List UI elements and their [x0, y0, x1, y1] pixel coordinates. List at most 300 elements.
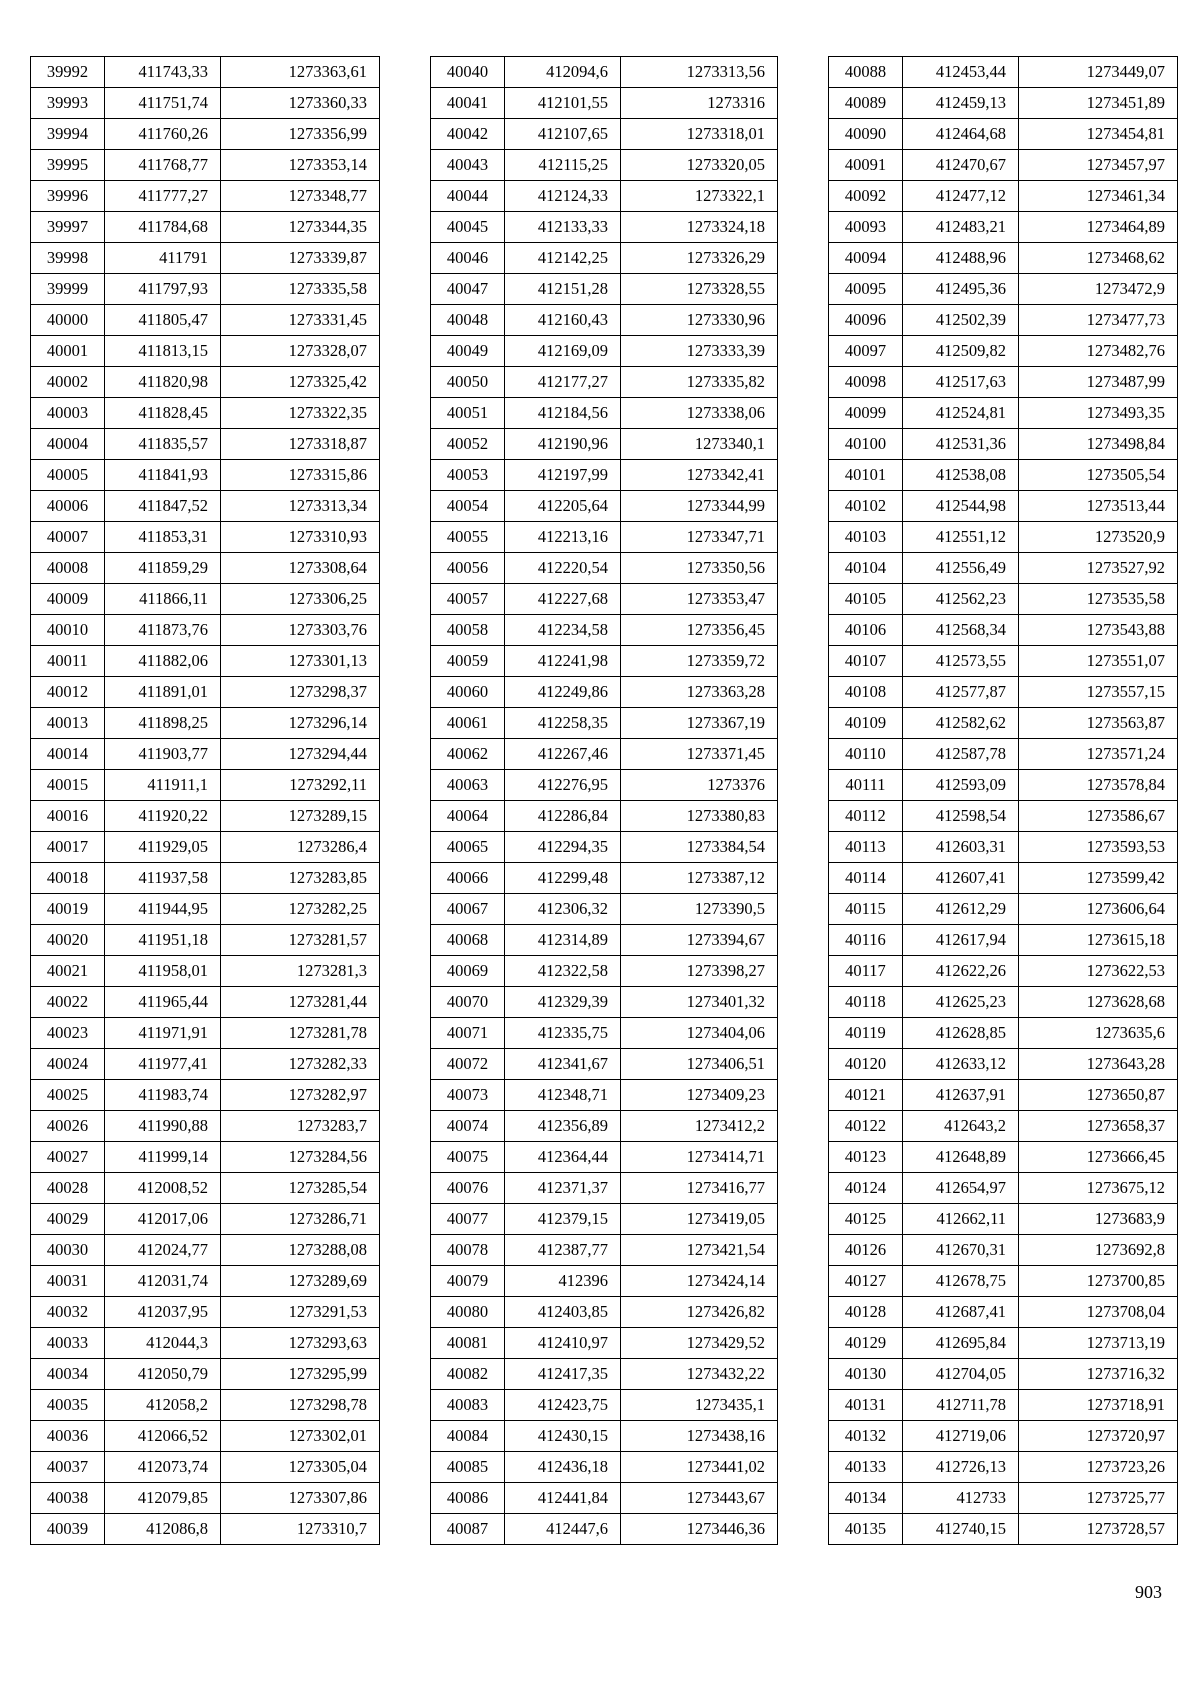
- point-number-cell: 40018: [31, 863, 105, 894]
- y-coordinate-cell: 1273291,53: [221, 1297, 380, 1328]
- x-coordinate-cell: 412220,54: [505, 553, 621, 584]
- table-row: [31, 1266, 380, 1297]
- table-row: [829, 1483, 1178, 1514]
- table-row: [431, 646, 778, 677]
- x-coordinate-cell: 412133,33: [505, 212, 621, 243]
- x-coordinate-cell: 411784,68: [105, 212, 221, 243]
- table-row: [31, 646, 380, 677]
- table-row: [431, 739, 778, 770]
- x-coordinate-cell: 412286,84: [505, 801, 621, 832]
- x-coordinate-cell: 411841,93: [105, 460, 221, 491]
- x-coordinate-cell: 412687,41: [903, 1297, 1019, 1328]
- y-coordinate-cell: 1273398,27: [621, 956, 778, 987]
- table-row: [31, 336, 380, 367]
- x-coordinate-cell: 411768,77: [105, 150, 221, 181]
- point-number-cell: 40105: [829, 584, 903, 615]
- y-coordinate-cell: 1273599,42: [1019, 863, 1178, 894]
- point-number-cell: 40091: [829, 150, 903, 181]
- y-coordinate-cell: 1273326,29: [621, 243, 778, 274]
- table-row: [829, 894, 1178, 925]
- y-coordinate-cell: 1273283,7: [221, 1111, 380, 1142]
- point-number-cell: 40118: [829, 987, 903, 1018]
- point-number-cell: 39999: [31, 274, 105, 305]
- table-row: [829, 553, 1178, 584]
- y-coordinate-cell: 1273286,4: [221, 832, 380, 863]
- point-number-cell: 40086: [431, 1483, 505, 1514]
- table-row: [431, 863, 778, 894]
- table-row: [829, 1142, 1178, 1173]
- x-coordinate-cell: 412453,44: [903, 57, 1019, 88]
- table-row: [431, 677, 778, 708]
- x-coordinate-cell: 412213,16: [505, 522, 621, 553]
- y-coordinate-cell: 1273342,41: [621, 460, 778, 491]
- y-coordinate-cell: 1273457,97: [1019, 150, 1178, 181]
- point-number-cell: 40129: [829, 1328, 903, 1359]
- y-coordinate-cell: 1273325,42: [221, 367, 380, 398]
- y-coordinate-cell: 1273307,86: [221, 1483, 380, 1514]
- point-number-cell: 40116: [829, 925, 903, 956]
- y-coordinate-cell: 1273305,04: [221, 1452, 380, 1483]
- y-coordinate-cell: 1273505,54: [1019, 460, 1178, 491]
- x-coordinate-cell: 412234,58: [505, 615, 621, 646]
- y-coordinate-cell: 1273435,1: [621, 1390, 778, 1421]
- x-coordinate-cell: 412314,89: [505, 925, 621, 956]
- y-coordinate-cell: 1273716,32: [1019, 1359, 1178, 1390]
- table-row: [431, 956, 778, 987]
- x-coordinate-cell: 412495,36: [903, 274, 1019, 305]
- x-coordinate-cell: 412050,79: [105, 1359, 221, 1390]
- x-coordinate-cell: 412079,85: [105, 1483, 221, 1514]
- table-row: [829, 150, 1178, 181]
- y-coordinate-cell: 1273350,56: [621, 553, 778, 584]
- y-coordinate-cell: 1273563,87: [1019, 708, 1178, 739]
- point-number-cell: 40084: [431, 1421, 505, 1452]
- table-row: [829, 1235, 1178, 1266]
- point-number-cell: 40043: [431, 150, 505, 181]
- y-coordinate-cell: 1273320,05: [621, 150, 778, 181]
- x-coordinate-cell: 412258,35: [505, 708, 621, 739]
- table-row: [829, 1018, 1178, 1049]
- x-coordinate-cell: 412464,68: [903, 119, 1019, 150]
- table-row: [431, 584, 778, 615]
- x-coordinate-cell: 412322,58: [505, 956, 621, 987]
- table-row: [31, 57, 380, 88]
- x-coordinate-cell: 412403,85: [505, 1297, 621, 1328]
- table-row: [829, 212, 1178, 243]
- table-row: [829, 801, 1178, 832]
- table-row: [431, 1142, 778, 1173]
- point-number-cell: 40068: [431, 925, 505, 956]
- table-row: [431, 398, 778, 429]
- table-row: [431, 1173, 778, 1204]
- y-coordinate-cell: 1273658,37: [1019, 1111, 1178, 1142]
- table-row: [431, 708, 778, 739]
- table-row: [829, 615, 1178, 646]
- point-number-cell: 40094: [829, 243, 903, 274]
- point-number-cell: 40014: [31, 739, 105, 770]
- point-number-cell: 40089: [829, 88, 903, 119]
- point-number-cell: 40107: [829, 646, 903, 677]
- table-row: [829, 429, 1178, 460]
- y-coordinate-cell: 1273429,52: [621, 1328, 778, 1359]
- y-coordinate-cell: 1273315,86: [221, 460, 380, 491]
- x-coordinate-cell: 412538,08: [903, 460, 1019, 491]
- table-row: [31, 1514, 380, 1545]
- point-number-cell: 40071: [431, 1018, 505, 1049]
- point-number-cell: 40019: [31, 894, 105, 925]
- y-coordinate-cell: 1273328,55: [621, 274, 778, 305]
- x-coordinate-cell: 411903,77: [105, 739, 221, 770]
- y-coordinate-cell: 1273380,83: [621, 801, 778, 832]
- x-coordinate-cell: 411951,18: [105, 925, 221, 956]
- point-number-cell: 39997: [31, 212, 105, 243]
- point-number-cell: 40003: [31, 398, 105, 429]
- x-coordinate-cell: 411965,44: [105, 987, 221, 1018]
- point-number-cell: 39993: [31, 88, 105, 119]
- table-row: [31, 398, 380, 429]
- page-number: 903: [1135, 1582, 1162, 1602]
- x-coordinate-cell: 411983,74: [105, 1080, 221, 1111]
- x-coordinate-cell: 412396: [505, 1266, 621, 1297]
- point-number-cell: 40115: [829, 894, 903, 925]
- y-coordinate-cell: 1273371,45: [621, 739, 778, 770]
- y-coordinate-cell: 1273286,71: [221, 1204, 380, 1235]
- point-number-cell: 40055: [431, 522, 505, 553]
- table-row: [829, 119, 1178, 150]
- point-number-cell: 40074: [431, 1111, 505, 1142]
- table-row: [829, 1328, 1178, 1359]
- point-number-cell: 40066: [431, 863, 505, 894]
- point-number-cell: 40042: [431, 119, 505, 150]
- x-coordinate-cell: 412227,68: [505, 584, 621, 615]
- x-coordinate-cell: 412648,89: [903, 1142, 1019, 1173]
- table-row: [431, 243, 778, 274]
- x-coordinate-cell: 412160,43: [505, 305, 621, 336]
- point-number-cell: 39992: [31, 57, 105, 88]
- table-row: [829, 491, 1178, 522]
- x-coordinate-cell: 411805,47: [105, 305, 221, 336]
- table-row: [31, 305, 380, 336]
- y-coordinate-cell: 1273356,99: [221, 119, 380, 150]
- x-coordinate-cell: 412190,96: [505, 429, 621, 460]
- y-coordinate-cell: 1273493,35: [1019, 398, 1178, 429]
- y-coordinate-cell: 1273344,99: [621, 491, 778, 522]
- table-row: [31, 181, 380, 212]
- point-number-cell: 40030: [31, 1235, 105, 1266]
- y-coordinate-cell: 1273294,44: [221, 739, 380, 770]
- table-row: [829, 305, 1178, 336]
- table-row: [31, 1483, 380, 1514]
- table-row: [829, 274, 1178, 305]
- point-number-cell: 40013: [31, 708, 105, 739]
- point-number-cell: 40126: [829, 1235, 903, 1266]
- table-row: [829, 1421, 1178, 1452]
- y-coordinate-cell: 1273527,92: [1019, 553, 1178, 584]
- table-row: [431, 925, 778, 956]
- point-number-cell: 40093: [829, 212, 903, 243]
- point-number-cell: 40001: [31, 336, 105, 367]
- point-number-cell: 40072: [431, 1049, 505, 1080]
- y-coordinate-cell: 1273310,93: [221, 522, 380, 553]
- x-coordinate-cell: 412142,25: [505, 243, 621, 274]
- table-row: [31, 1018, 380, 1049]
- x-coordinate-cell: 411977,41: [105, 1049, 221, 1080]
- table-row: [431, 212, 778, 243]
- point-number-cell: 40124: [829, 1173, 903, 1204]
- y-coordinate-cell: 1273340,1: [621, 429, 778, 460]
- table-row: [31, 1080, 380, 1111]
- x-coordinate-cell: 412037,95: [105, 1297, 221, 1328]
- point-number-cell: 40045: [431, 212, 505, 243]
- x-coordinate-cell: 412101,55: [505, 88, 621, 119]
- x-coordinate-cell: 411760,26: [105, 119, 221, 150]
- y-coordinate-cell: 1273331,45: [221, 305, 380, 336]
- y-coordinate-cell: 1273416,77: [621, 1173, 778, 1204]
- y-coordinate-cell: 1273289,69: [221, 1266, 380, 1297]
- x-coordinate-cell: 412364,44: [505, 1142, 621, 1173]
- x-coordinate-cell: 411859,29: [105, 553, 221, 584]
- y-coordinate-cell: 1273308,64: [221, 553, 380, 584]
- point-number-cell: 40051: [431, 398, 505, 429]
- coordinate-table-body: [829, 57, 1178, 1545]
- x-coordinate-cell: 412441,84: [505, 1483, 621, 1514]
- point-number-cell: 40012: [31, 677, 105, 708]
- table-row: [31, 925, 380, 956]
- y-coordinate-cell: 1273454,81: [1019, 119, 1178, 150]
- point-number-cell: 40090: [829, 119, 903, 150]
- x-coordinate-cell: 411847,52: [105, 491, 221, 522]
- y-coordinate-cell: 1273387,12: [621, 863, 778, 894]
- x-coordinate-cell: 412031,74: [105, 1266, 221, 1297]
- point-number-cell: 40027: [31, 1142, 105, 1173]
- x-coordinate-cell: 412169,09: [505, 336, 621, 367]
- x-coordinate-cell: 412115,25: [505, 150, 621, 181]
- x-coordinate-cell: 412177,27: [505, 367, 621, 398]
- point-number-cell: 40070: [431, 987, 505, 1018]
- point-number-cell: 40065: [431, 832, 505, 863]
- y-coordinate-cell: 1273615,18: [1019, 925, 1178, 956]
- y-coordinate-cell: 1273675,12: [1019, 1173, 1178, 1204]
- table-row: [431, 367, 778, 398]
- point-number-cell: 40025: [31, 1080, 105, 1111]
- table-row: [829, 1049, 1178, 1080]
- point-number-cell: 40007: [31, 522, 105, 553]
- x-coordinate-cell: 411743,33: [105, 57, 221, 88]
- x-coordinate-cell: 412477,12: [903, 181, 1019, 212]
- point-number-cell: 40034: [31, 1359, 105, 1390]
- table-row: [31, 863, 380, 894]
- x-coordinate-cell: 412294,35: [505, 832, 621, 863]
- table-row: [431, 1235, 778, 1266]
- table-row: [431, 57, 778, 88]
- point-number-cell: 40031: [31, 1266, 105, 1297]
- x-coordinate-cell: 412509,82: [903, 336, 1019, 367]
- point-number-cell: 40024: [31, 1049, 105, 1080]
- y-coordinate-cell: 1273451,89: [1019, 88, 1178, 119]
- table-row: [431, 460, 778, 491]
- table-row: [431, 1483, 778, 1514]
- x-coordinate-cell: 412379,15: [505, 1204, 621, 1235]
- point-number-cell: 40035: [31, 1390, 105, 1421]
- point-number-cell: 40057: [431, 584, 505, 615]
- table-row: [431, 1328, 778, 1359]
- point-number-cell: 40113: [829, 832, 903, 863]
- point-number-cell: 40053: [431, 460, 505, 491]
- x-coordinate-cell: 412607,41: [903, 863, 1019, 894]
- table-row: [431, 1514, 778, 1545]
- y-coordinate-cell: 1273298,37: [221, 677, 380, 708]
- y-coordinate-cell: 1273432,22: [621, 1359, 778, 1390]
- x-coordinate-cell: 411813,15: [105, 336, 221, 367]
- point-number-cell: 40083: [431, 1390, 505, 1421]
- x-coordinate-cell: 412517,63: [903, 367, 1019, 398]
- y-coordinate-cell: 1273683,9: [1019, 1204, 1178, 1235]
- point-number-cell: 40110: [829, 739, 903, 770]
- table-row: [829, 1173, 1178, 1204]
- table-row: [431, 1049, 778, 1080]
- point-number-cell: 40088: [829, 57, 903, 88]
- table-row: [431, 1359, 778, 1390]
- y-coordinate-cell: 1273487,99: [1019, 367, 1178, 398]
- point-number-cell: 40096: [829, 305, 903, 336]
- point-number-cell: 39995: [31, 150, 105, 181]
- coordinate-table-3: [828, 56, 1178, 1545]
- y-coordinate-cell: 1273713,19: [1019, 1328, 1178, 1359]
- x-coordinate-cell: 412633,12: [903, 1049, 1019, 1080]
- x-coordinate-cell: 412577,87: [903, 677, 1019, 708]
- point-number-cell: 40048: [431, 305, 505, 336]
- point-number-cell: 40067: [431, 894, 505, 925]
- x-coordinate-cell: 412276,95: [505, 770, 621, 801]
- point-number-cell: 40016: [31, 801, 105, 832]
- y-coordinate-cell: 1273520,9: [1019, 522, 1178, 553]
- y-coordinate-cell: 1273513,44: [1019, 491, 1178, 522]
- table-row: [431, 1452, 778, 1483]
- x-coordinate-cell: 412073,74: [105, 1452, 221, 1483]
- y-coordinate-cell: 1273353,47: [621, 584, 778, 615]
- x-coordinate-cell: 412625,23: [903, 987, 1019, 1018]
- point-number-cell: 40054: [431, 491, 505, 522]
- point-number-cell: 40009: [31, 584, 105, 615]
- y-coordinate-cell: 1273281,78: [221, 1018, 380, 1049]
- y-coordinate-cell: 1273472,9: [1019, 274, 1178, 305]
- y-coordinate-cell: 1273557,15: [1019, 677, 1178, 708]
- x-coordinate-cell: 412459,13: [903, 88, 1019, 119]
- y-coordinate-cell: 1273643,28: [1019, 1049, 1178, 1080]
- y-coordinate-cell: 1273330,96: [621, 305, 778, 336]
- y-coordinate-cell: 1273412,2: [621, 1111, 778, 1142]
- y-coordinate-cell: 1273347,71: [621, 522, 778, 553]
- table-row: [31, 770, 380, 801]
- point-number-cell: 40099: [829, 398, 903, 429]
- y-coordinate-cell: 1273296,14: [221, 708, 380, 739]
- x-coordinate-cell: 412184,56: [505, 398, 621, 429]
- x-coordinate-cell: 412356,89: [505, 1111, 621, 1142]
- point-number-cell: 40095: [829, 274, 903, 305]
- x-coordinate-cell: 412348,71: [505, 1080, 621, 1111]
- x-coordinate-cell: 412704,05: [903, 1359, 1019, 1390]
- point-number-cell: 40020: [31, 925, 105, 956]
- table-row: [829, 739, 1178, 770]
- point-number-cell: 40114: [829, 863, 903, 894]
- table-row: [31, 150, 380, 181]
- x-coordinate-cell: 412417,35: [505, 1359, 621, 1390]
- point-number-cell: 40081: [431, 1328, 505, 1359]
- point-number-cell: 40103: [829, 522, 903, 553]
- y-coordinate-cell: 1273298,78: [221, 1390, 380, 1421]
- y-coordinate-cell: 1273335,82: [621, 367, 778, 398]
- point-number-cell: 40002: [31, 367, 105, 398]
- table-row: [431, 274, 778, 305]
- point-number-cell: 40097: [829, 336, 903, 367]
- x-coordinate-cell: 411797,93: [105, 274, 221, 305]
- table-row: [431, 832, 778, 863]
- x-coordinate-cell: 412670,31: [903, 1235, 1019, 1266]
- point-number-cell: 40125: [829, 1204, 903, 1235]
- point-number-cell: 40100: [829, 429, 903, 460]
- table-row: [31, 1173, 380, 1204]
- point-number-cell: 40063: [431, 770, 505, 801]
- x-coordinate-cell: 412197,99: [505, 460, 621, 491]
- x-coordinate-cell: 411971,91: [105, 1018, 221, 1049]
- table-row: [31, 212, 380, 243]
- point-number-cell: 40101: [829, 460, 903, 491]
- y-coordinate-cell: 1273593,53: [1019, 832, 1178, 863]
- x-coordinate-cell: 412329,39: [505, 987, 621, 1018]
- table-row: [829, 398, 1178, 429]
- table-row: [431, 119, 778, 150]
- table-row: [431, 150, 778, 181]
- point-number-cell: 40050: [431, 367, 505, 398]
- y-coordinate-cell: 1273360,33: [221, 88, 380, 119]
- y-coordinate-cell: 1273635,6: [1019, 1018, 1178, 1049]
- point-number-cell: 40076: [431, 1173, 505, 1204]
- x-coordinate-cell: 412387,77: [505, 1235, 621, 1266]
- x-coordinate-cell: 412483,21: [903, 212, 1019, 243]
- table-row: [829, 646, 1178, 677]
- table-row: [31, 367, 380, 398]
- table-row: [829, 1514, 1178, 1545]
- point-number-cell: 40060: [431, 677, 505, 708]
- table-row: [829, 1266, 1178, 1297]
- y-coordinate-cell: 1273725,77: [1019, 1483, 1178, 1514]
- y-coordinate-cell: 1273348,77: [221, 181, 380, 212]
- y-coordinate-cell: 1273356,45: [621, 615, 778, 646]
- table-row: [31, 894, 380, 925]
- y-coordinate-cell: 1273322,35: [221, 398, 380, 429]
- y-coordinate-cell: 1273482,76: [1019, 336, 1178, 367]
- point-number-cell: 40008: [31, 553, 105, 584]
- x-coordinate-cell: 412107,65: [505, 119, 621, 150]
- y-coordinate-cell: 1273324,18: [621, 212, 778, 243]
- table-row: [829, 1080, 1178, 1111]
- table-row: [31, 832, 380, 863]
- y-coordinate-cell: 1273468,62: [1019, 243, 1178, 274]
- x-coordinate-cell: 411944,95: [105, 894, 221, 925]
- y-coordinate-cell: 1273281,57: [221, 925, 380, 956]
- x-coordinate-cell: 412637,91: [903, 1080, 1019, 1111]
- table-row: [829, 863, 1178, 894]
- y-coordinate-cell: 1273316: [621, 88, 778, 119]
- point-number-cell: 40040: [431, 57, 505, 88]
- table-row: [31, 1204, 380, 1235]
- coordinate-table-1: [30, 56, 380, 1545]
- x-coordinate-cell: 412151,28: [505, 274, 621, 305]
- coordinate-table-2: [430, 56, 778, 1545]
- point-number-cell: 39994: [31, 119, 105, 150]
- y-coordinate-cell: 1273292,11: [221, 770, 380, 801]
- y-coordinate-cell: 1273303,76: [221, 615, 380, 646]
